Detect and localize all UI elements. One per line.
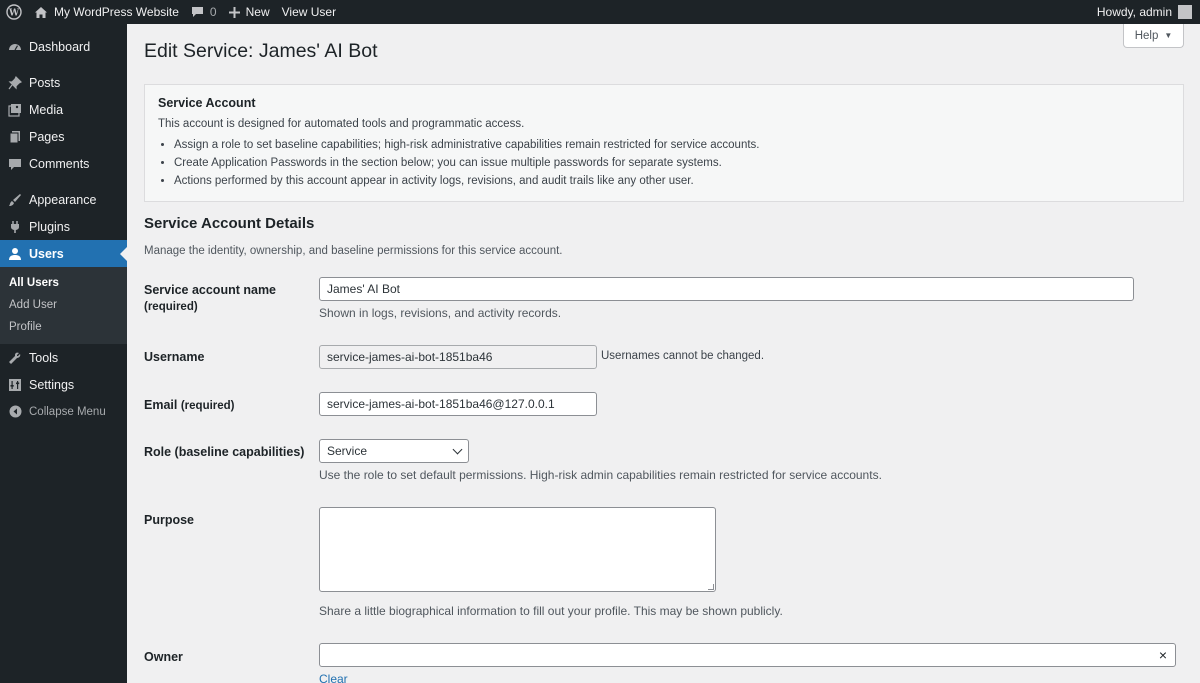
sidebar-item-media[interactable] bbox=[0, 96, 127, 123]
input-value: service-james-ai-bot-1851ba46@127.0.0.1 bbox=[327, 397, 555, 411]
notice-description: This account is designed for automated tools and programmatic access. bbox=[158, 118, 525, 130]
username-note: Usernames cannot be changed. bbox=[601, 350, 765, 362]
chevron-down-icon bbox=[453, 444, 463, 454]
sidebar-item-label: Media bbox=[29, 102, 64, 117]
sidebar-item-label: Users bbox=[29, 246, 64, 261]
sidebar-item-users[interactable] bbox=[0, 240, 127, 267]
media-icon bbox=[8, 103, 22, 117]
input-value: service-james-ai-bot-1851ba46 bbox=[327, 350, 493, 364]
notice-title: Service Account bbox=[158, 96, 256, 110]
selected-value: Service bbox=[327, 444, 368, 458]
wrench-icon bbox=[8, 351, 22, 365]
page-title: Edit Service: James' AI Bot bbox=[144, 40, 378, 62]
sidebar-item-tools[interactable] bbox=[0, 344, 127, 371]
input-value: James' AI Bot bbox=[327, 282, 400, 296]
service-account-notice bbox=[144, 84, 1184, 202]
sidebar-item-label: Dashboard bbox=[29, 39, 91, 54]
view-user-link[interactable] bbox=[276, 0, 342, 24]
brush-icon bbox=[8, 193, 22, 207]
help-label: Help bbox=[1134, 29, 1159, 42]
pages-icon bbox=[8, 130, 22, 144]
sidebar-item-settings[interactable] bbox=[0, 371, 127, 398]
users-submenu bbox=[0, 267, 127, 344]
required-marker: (required) bbox=[144, 301, 198, 313]
role-select[interactable] bbox=[319, 439, 469, 463]
view-user-label: View User bbox=[281, 5, 337, 19]
service-account-name-input[interactable] bbox=[319, 277, 1134, 301]
comment-icon bbox=[8, 157, 22, 171]
role-label: Role (baseline capabilities) bbox=[144, 445, 305, 459]
sidebar-item-appearance[interactable] bbox=[0, 186, 127, 213]
comments-count: 0 bbox=[209, 5, 217, 19]
site-name-label: My WordPress Website bbox=[54, 5, 179, 19]
new-content-link[interactable] bbox=[223, 0, 276, 24]
greeting-text: Howdy, admin bbox=[1096, 5, 1172, 19]
new-label: New bbox=[245, 5, 270, 19]
comments-link[interactable] bbox=[185, 0, 223, 24]
my-account-menu[interactable] bbox=[1091, 0, 1200, 24]
field-label-text: Email bbox=[144, 398, 178, 412]
email-label bbox=[144, 397, 235, 414]
comment-bubble-icon bbox=[191, 6, 204, 18]
sidebar-item-label: Collapse Menu bbox=[29, 405, 106, 418]
pin-icon bbox=[8, 76, 22, 90]
username-label: Username bbox=[144, 350, 205, 364]
collapse-icon bbox=[8, 405, 22, 419]
username-input bbox=[319, 345, 597, 369]
sidebar-item-label: Comments bbox=[29, 156, 90, 171]
sidebar-item-label: Pages bbox=[29, 129, 65, 144]
svg-text:W: W bbox=[8, 8, 20, 19]
sidebar-item-plugins[interactable] bbox=[0, 213, 127, 240]
home-icon bbox=[34, 6, 48, 19]
clear-owner-link[interactable]: Clear bbox=[319, 672, 348, 683]
purpose-textarea[interactable] bbox=[319, 507, 716, 592]
submenu-item-profile[interactable]: Profile bbox=[9, 321, 42, 333]
sidebar-item-label: Settings bbox=[29, 377, 75, 392]
service-account-name-help: Shown in logs, revisions, and activity records. bbox=[319, 306, 562, 320]
admin-sidebar bbox=[0, 24, 127, 683]
sidebar-item-label: Tools bbox=[29, 350, 59, 365]
sidebar-item-label: Posts bbox=[29, 75, 61, 90]
required-marker: (required) bbox=[180, 400, 235, 412]
sidebar-item-dashboard[interactable] bbox=[0, 33, 127, 60]
admin-bar bbox=[0, 0, 1200, 24]
caret-down-icon: ▼ bbox=[1164, 31, 1173, 40]
sidebar-item-label: Appearance bbox=[29, 192, 97, 207]
owner-label: Owner bbox=[144, 650, 183, 664]
clear-x-icon[interactable]: × bbox=[1158, 647, 1167, 663]
field-label-text: Service account name bbox=[144, 283, 277, 297]
purpose-label: Purpose bbox=[144, 513, 195, 527]
submenu-item-add-user[interactable]: Add User bbox=[9, 299, 57, 311]
section-description: Manage the identity, ownership, and baseline permissions for this service account. bbox=[144, 245, 563, 257]
email-field[interactable] bbox=[319, 392, 597, 416]
role-help: Use the role to set default permissions. High-risk admin capabilities remain restricted for service accounts. bbox=[319, 468, 882, 482]
dashboard-icon bbox=[8, 40, 22, 54]
sidebar-item-label: Plugins bbox=[29, 219, 70, 234]
sidebar-item-posts[interactable] bbox=[0, 69, 127, 96]
main-content bbox=[127, 24, 1200, 683]
plus-icon bbox=[229, 7, 240, 18]
help-tab-button[interactable] bbox=[1123, 24, 1184, 48]
submenu-item-all-users[interactable]: All Users bbox=[9, 277, 59, 289]
plug-icon bbox=[8, 220, 22, 234]
user-icon bbox=[8, 247, 22, 261]
notice-list bbox=[158, 136, 1170, 190]
site-name-link[interactable] bbox=[28, 0, 185, 24]
collapse-menu-button[interactable] bbox=[0, 398, 127, 425]
section-title: Service Account Details bbox=[144, 215, 315, 232]
list-item: • Actions performed by this account appear in activity logs, revisions, and audit trails like any other user. bbox=[174, 172, 1170, 190]
wordpress-logo-icon[interactable] bbox=[0, 0, 28, 24]
sidebar-item-pages[interactable] bbox=[0, 123, 127, 150]
owner-select[interactable] bbox=[319, 643, 1176, 667]
list-item: • Create Application Passwords in the section below; you can issue multiple passwords for separate systems. bbox=[174, 154, 1170, 172]
service-account-name-label bbox=[144, 282, 276, 315]
purpose-help: Share a little biographical information to fill out your profile. This may be shown publicly. bbox=[319, 604, 783, 618]
avatar bbox=[1178, 5, 1192, 19]
sidebar-item-comments[interactable] bbox=[0, 150, 127, 177]
settings-icon bbox=[8, 378, 22, 392]
list-item: • Assign a role to set baseline capabilities; high-risk administrative capabilities remain restricted for service accounts. bbox=[174, 136, 1170, 154]
